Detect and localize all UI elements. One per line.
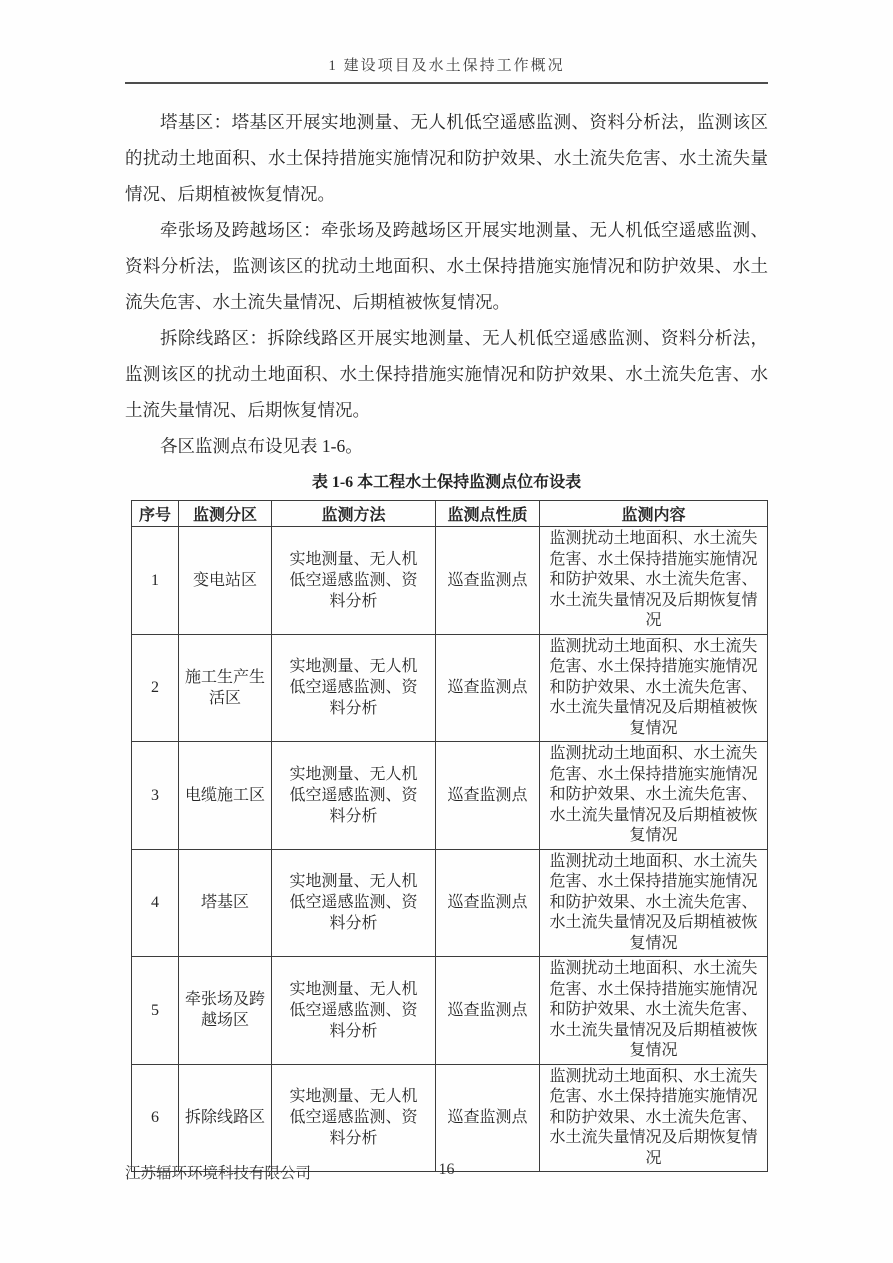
table-row <box>132 1064 768 1172</box>
col-header-index: 序号 <box>132 501 179 527</box>
page-number: 16 <box>438 1161 455 1178</box>
col-header-content: 监测内容 <box>540 501 768 527</box>
cell-point-type: 巡查监测点 <box>436 957 540 1065</box>
table-row <box>132 634 768 742</box>
cell-index: 4 <box>132 849 179 957</box>
page-footer <box>125 1161 768 1183</box>
cell-index: 5 <box>132 957 179 1065</box>
cell-content: 监测扰动土地面积、水土流失危害、水土保持措施实施情况和防护效果、水土流失危害、水土流失量情况及后期植被恢复情况 <box>540 742 768 850</box>
cell-zone: 拆除线路区 <box>179 1064 272 1172</box>
col-header-point-type: 监测点性质 <box>436 501 540 527</box>
cell-index: 3 <box>132 742 179 850</box>
chapter-header-title: 1 建设项目及水土保持工作概况 <box>328 58 565 74</box>
cell-zone: 施工生产生活区 <box>179 634 272 742</box>
table-caption: 表 1-6 本工程水土保持监测点位布设表 <box>311 474 582 491</box>
page-header <box>125 54 768 84</box>
cell-point-type: 巡查监测点 <box>436 849 540 957</box>
cell-content: 监测扰动土地面积、水土流失危害、水土保持措施实施情况和防护效果、水土流失危害、水土流失量情况及后期植被恢复情况 <box>540 634 768 742</box>
cell-method: 实地测量、无人机低空遥感监测、资料分析 <box>272 1064 436 1172</box>
paragraph-table-reference: 各区监测点布设见表 1-6。 <box>160 436 363 456</box>
cell-content: 监测扰动土地面积、水土流失危害、水土保持措施实施情况和防护效果、水土流失危害、水土流失量情况及后期恢复情况 <box>540 1064 768 1172</box>
cell-point-type: 巡查监测点 <box>436 742 540 850</box>
cell-point-type: 巡查监测点 <box>436 1064 540 1172</box>
footer-company-name: 江苏辐环环境科技有限公司 <box>125 1165 312 1182</box>
cell-zone: 塔基区 <box>179 849 272 957</box>
cell-method: 实地测量、无人机低空遥感监测、资料分析 <box>272 849 436 957</box>
cell-method: 实地测量、无人机低空遥感监测、资料分析 <box>272 957 436 1065</box>
cell-method: 实地测量、无人机低空遥感监测、资料分析 <box>272 527 436 635</box>
cell-zone: 电缆施工区 <box>179 742 272 850</box>
cell-content: 监测扰动土地面积、水土流失危害、水土保持措施实施情况和防护效果、水土流失危害、水土流失量情况及后期恢复情况 <box>540 527 768 635</box>
monitoring-points-table <box>131 500 768 1172</box>
col-header-zone: 监测分区 <box>179 501 272 527</box>
col-header-method: 监测方法 <box>272 501 436 527</box>
paragraph-line-removal-zone: 拆除线路区：拆除线路区开展实地测量、无人机低空遥感监测、资料分析法，监测该区的扰动土地面积、水土保持措施实施情况和防护效果、水土流失危害、水土流失量情况、后期恢复情况。 <box>125 328 768 420</box>
table-row <box>132 957 768 1065</box>
paragraph-tension-crossing-zone: 牵张场及跨越场区：牵张场及跨越场区开展实地测量、无人机低空遥感监测、资料分析法，监测该区的扰动土地面积、水土保持措施实施情况和防护效果、水土流失危害、水土流失量情况、后期植被恢复情况。 <box>125 220 768 312</box>
cell-zone: 变电站区 <box>179 527 272 635</box>
cell-method: 实地测量、无人机低空遥感监测、资料分析 <box>272 742 436 850</box>
cell-zone: 牵张场及跨越场区 <box>179 957 272 1065</box>
table-row <box>132 849 768 957</box>
paragraph-tower-base-zone: 塔基区：塔基区开展实地测量、无人机低空遥感监测、资料分析法，监测该区的扰动土地面积、水土保持措施实施情况和防护效果、水土流失危害、水土流失量情况、后期植被恢复情况。 <box>125 112 768 204</box>
table-header-row <box>132 501 768 527</box>
cell-method: 实地测量、无人机低空遥感监测、资料分析 <box>272 634 436 742</box>
cell-index: 6 <box>132 1064 179 1172</box>
cell-point-type: 巡查监测点 <box>436 527 540 635</box>
table-row <box>132 527 768 635</box>
cell-content: 监测扰动土地面积、水土流失危害、水土保持措施实施情况和防护效果、水土流失危害、水土流失量情况及后期植被恢复情况 <box>540 849 768 957</box>
cell-index: 1 <box>132 527 179 635</box>
cell-content: 监测扰动土地面积、水土流失危害、水土保持措施实施情况和防护效果、水土流失危害、水土流失量情况及后期植被恢复情况 <box>540 957 768 1065</box>
table-row <box>132 742 768 850</box>
cell-point-type: 巡查监测点 <box>436 634 540 742</box>
cell-index: 2 <box>132 634 179 742</box>
document-body <box>125 104 768 1172</box>
